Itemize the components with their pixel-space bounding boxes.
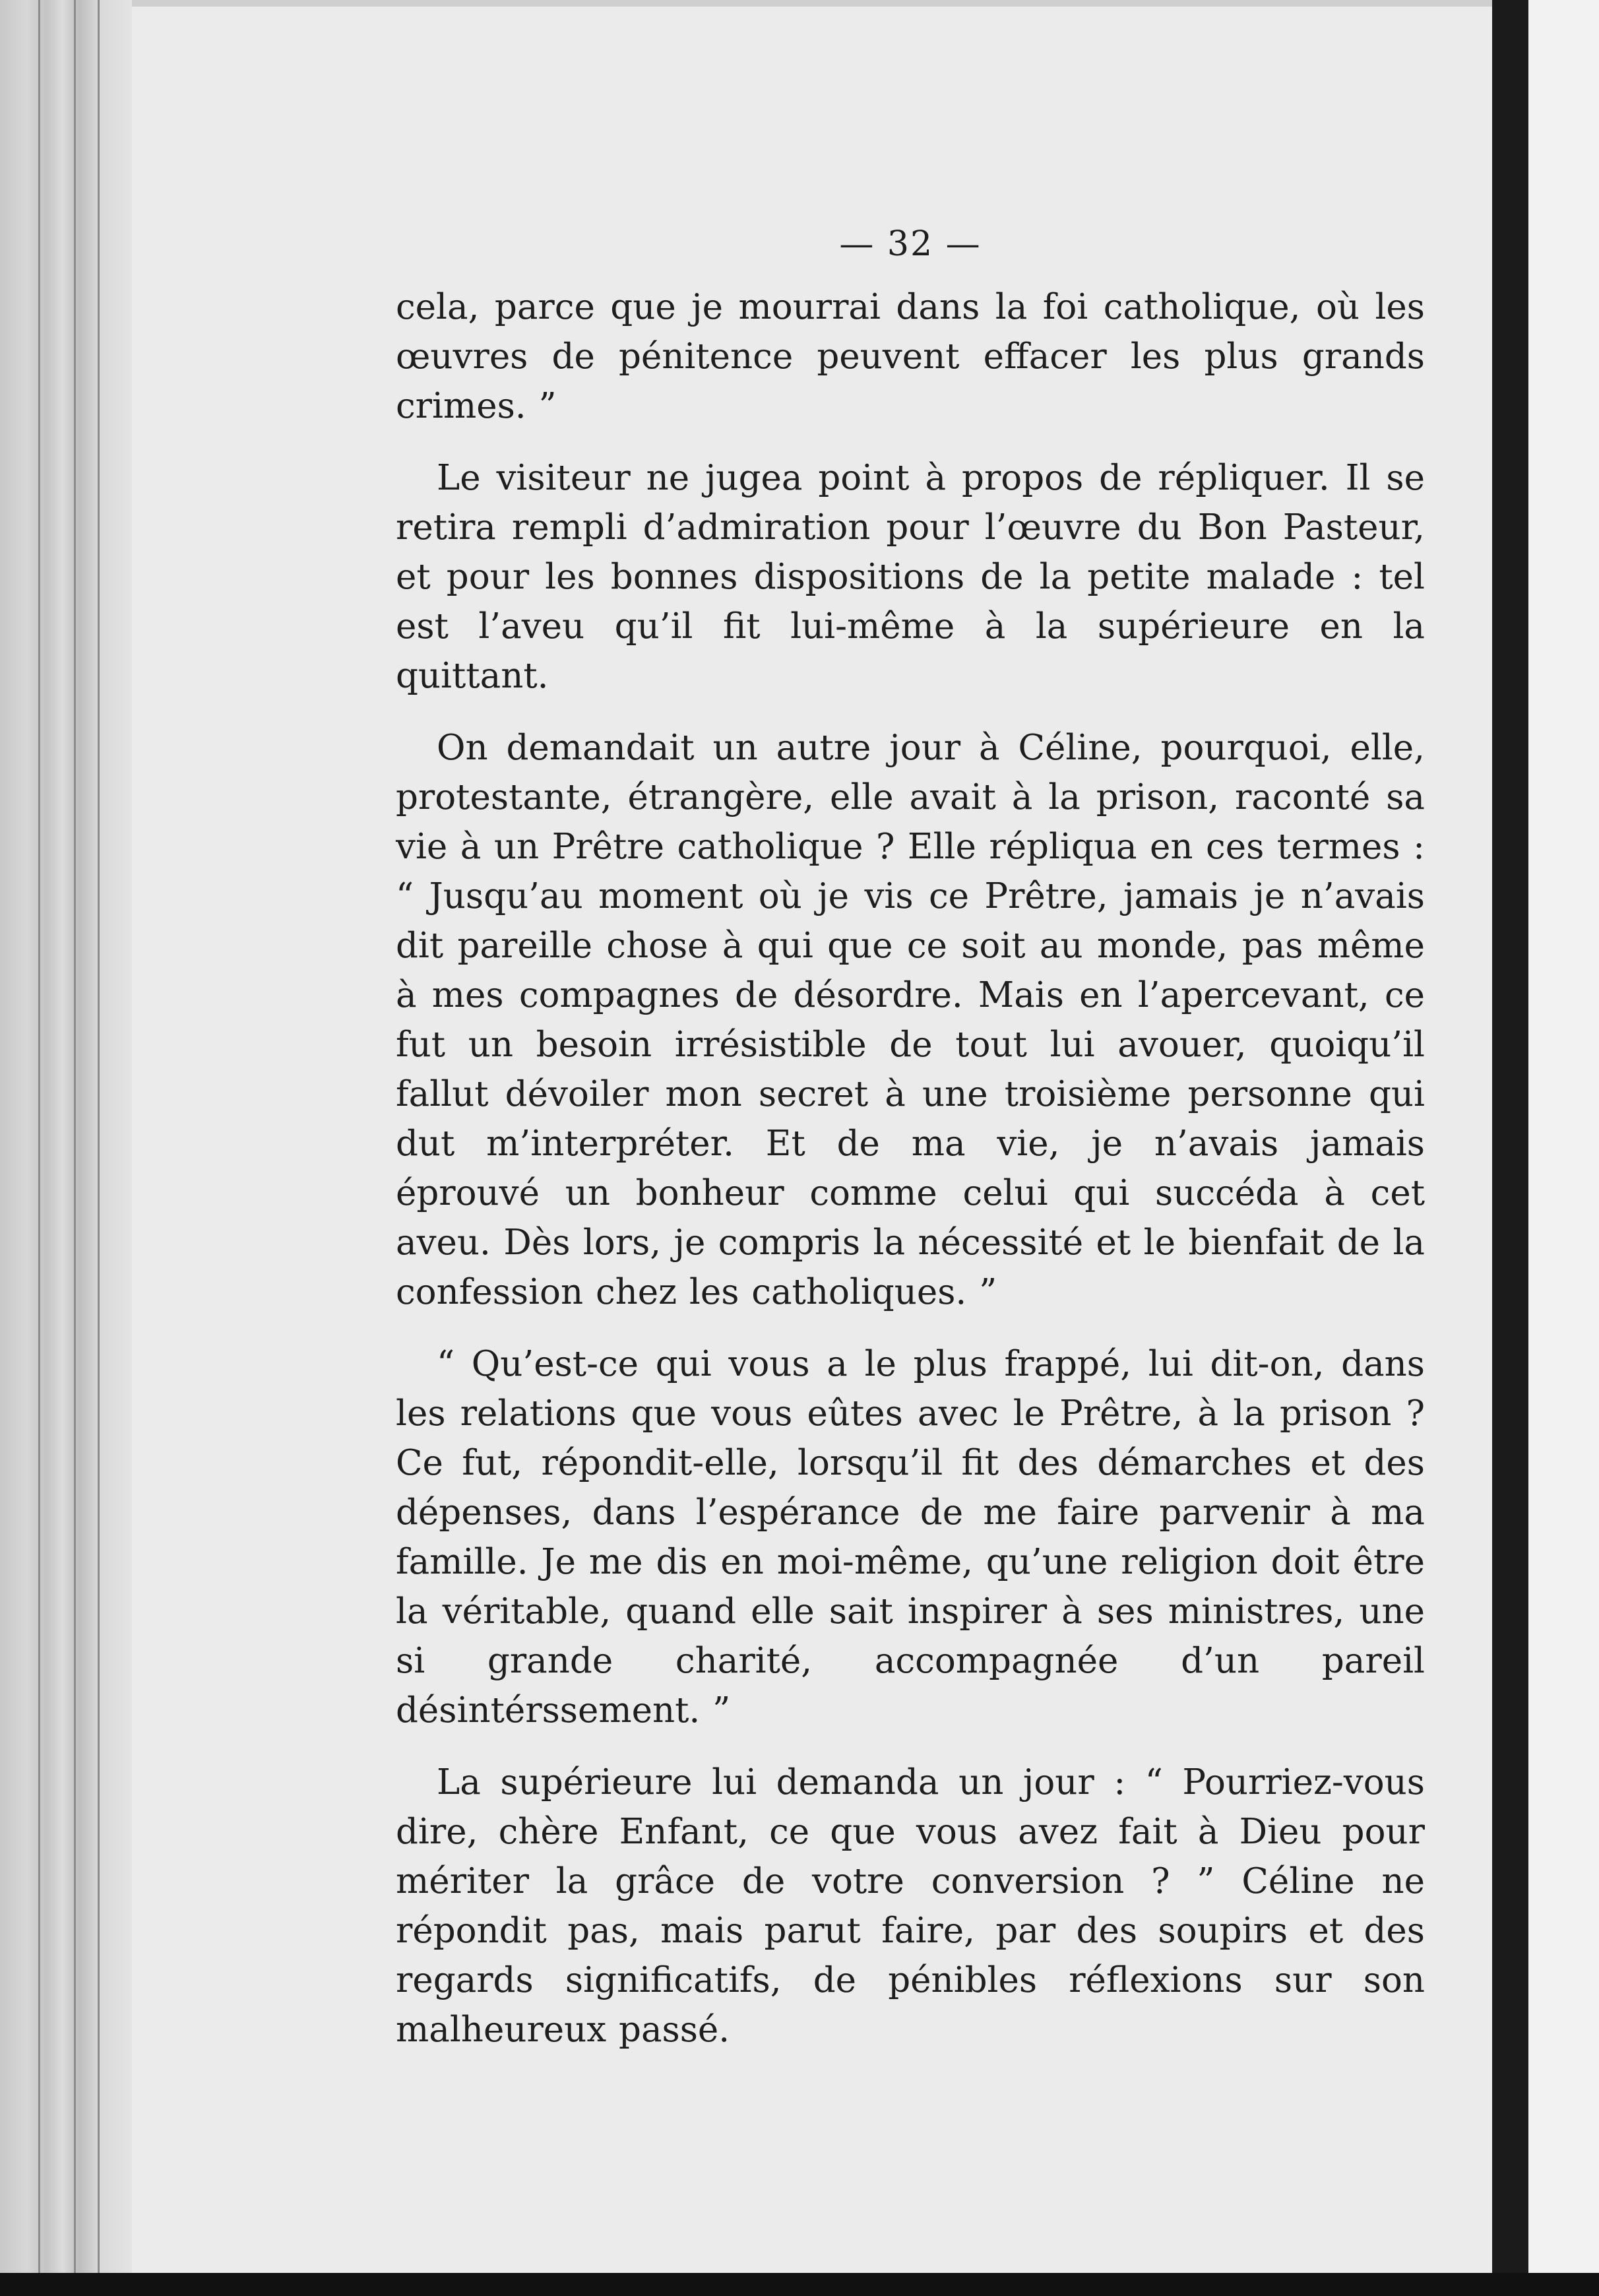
paragraph-5: La supérieure lui demanda un jour : “ Pourriez-vous dire, chère Enfant, ce que vous avez fait à Dieu pour mériter la grâce de votre conversion ? ” Céline ne répondit pas, mais parut faire, par des soupirs et des regards significatifs, de pénibles réflexions sur son malheureux passé. [396, 1762, 1425, 2050]
page-number: — 32 — [839, 224, 982, 264]
page-edge-line [74, 0, 76, 2296]
book-spine-edge [0, 0, 132, 2296]
scan-bottom-border [0, 2273, 1599, 2296]
page-edge-line [98, 0, 100, 2296]
text-block [396, 224, 1425, 2055]
scan-top-edge [0, 0, 1599, 7]
paragraph-2: Le visiteur ne jugea point à propos de répliquer. Il se retira rempli d’admiration pour l’œuvre du Bon Pasteur, et pour les bonnes dispositions de la petite malade : tel est l’aveu qu’il fit lui-même à la supérieure en la quittant. [396, 458, 1425, 696]
paragraph-3: On demandait un autre jour à Céline, pourquoi, elle, protestante, étrangère, elle avait à la prison, raconté sa vie à un Prêtre catholique ? Elle répliqua en ces termes : “ Jusqu’au moment où je vis ce Prêtre, jamais je n’avais dit pareille chose à qui que ce soit au monde, pas même à mes compagnes de désordre. Mais en l’apercevant, ce fut un besoin irrésistible de tout lui avouer, quoiqu’il fallut dévoiler mon secret à une troisième personne qui dut m’interpréter. Et de ma vie, je n’avais jamais éprouvé un bonheur comme celui qui succéda à cet aveu. Dès lors, je compris la nécessité et le bienfait de la confession chez les catholiques. ” [396, 728, 1425, 1312]
facing-page-edge [1528, 0, 1599, 2296]
scan-dark-border [1492, 0, 1528, 2296]
page-edge-line [38, 0, 40, 2296]
paragraph-1: cela, parce que je mourrai dans la foi catholique, où les œuvres de pénitence peuvent effacer les plus grands crimes. ” [396, 287, 1425, 426]
paragraph-4: “ Qu’est-ce qui vous a le plus frappé, lui dit-on, dans les relations que vous eûtes avec le Prêtre, à la prison ? Ce fut, répondit-elle, lorsqu’il fit des démarches et des dépenses, dans l’espérance de me faire parvenir à ma famille. Je me dis en moi-même, qu’une religion doit être la véritable, quand elle sait inspirer à ses ministres, une si grande charité, accompagnée d’un pareil désintérssement. ” [396, 1344, 1425, 1731]
